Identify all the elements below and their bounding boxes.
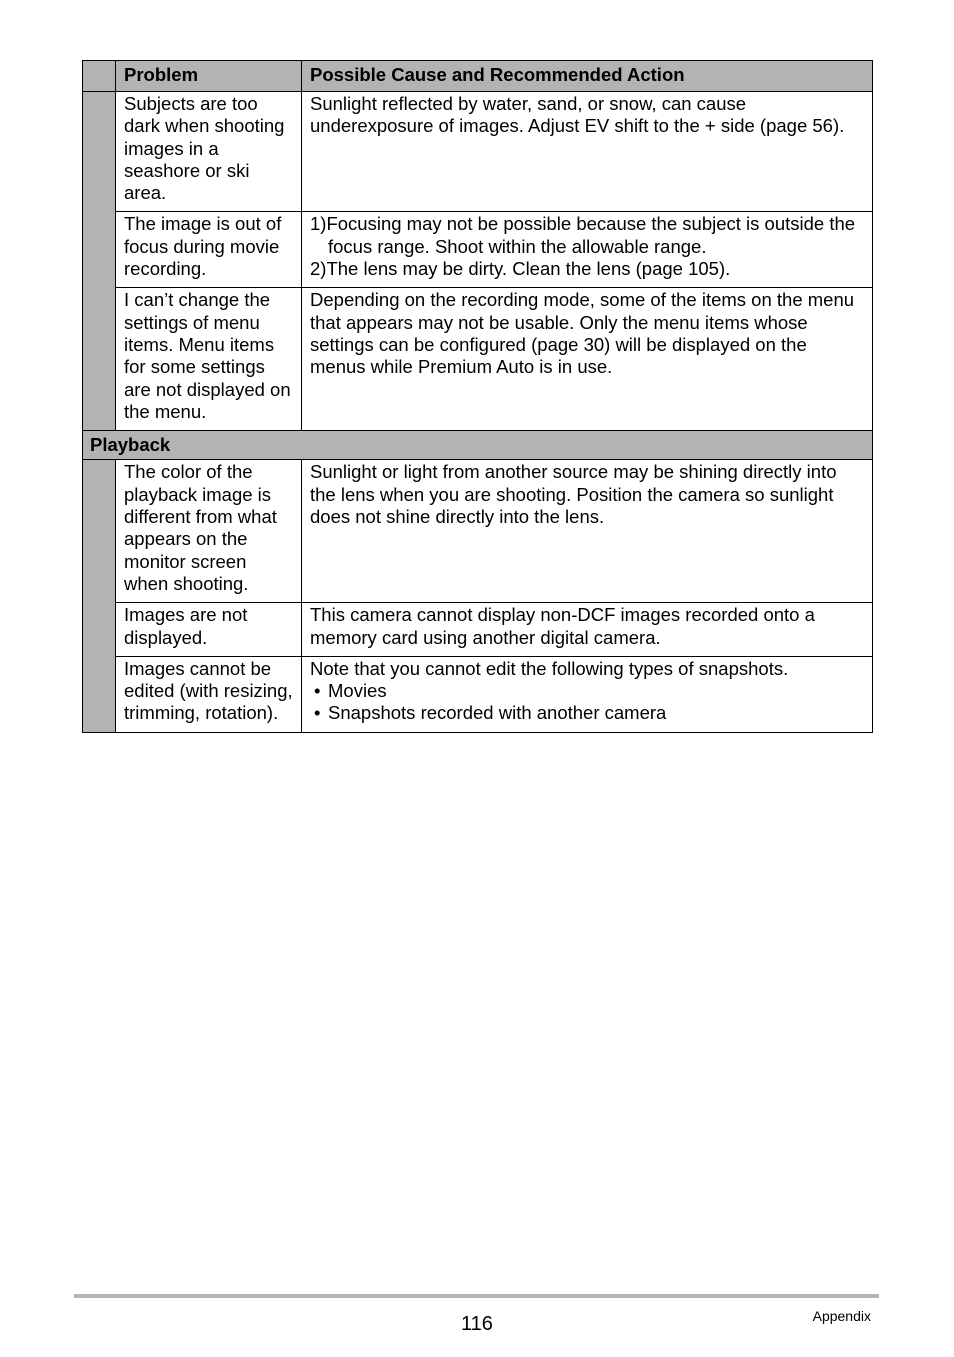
section-row-playback xyxy=(83,431,873,460)
section-title: Playback xyxy=(83,431,873,460)
cause-cell: Sunlight reflected by water, sand, or snow, can cause underexposure of images. Adjust EV shift to the + side (page 56). xyxy=(302,92,873,212)
problem-cell: The color of the playback image is different from what appears on the monitor screen when shooting. xyxy=(116,460,302,603)
cause-cell: This camera cannot display non-DCF images recorded onto a memory card using another digital camera. xyxy=(302,603,873,657)
cause-cell xyxy=(302,656,873,732)
table-row xyxy=(83,288,873,431)
problem-cell: Subjects are too dark when shooting images in a seashore or ski area. xyxy=(116,92,302,212)
problem-cell: I can’t change the settings of menu items. Menu items for some settings are not displayed on the menu. xyxy=(116,288,302,431)
table-row xyxy=(83,603,873,657)
numbered-item: 2)The lens may be dirty. Clean the lens (page 105). xyxy=(310,258,731,280)
footer-section-label: Appendix xyxy=(812,1308,871,1324)
row-group-stub xyxy=(83,92,116,431)
problem-cell: Images cannot be edited (with resizing, trimming, rotation). xyxy=(116,656,302,732)
row-group-stub xyxy=(83,460,116,732)
header-cause: Possible Cause and Recommended Action xyxy=(302,61,873,92)
cause-cell xyxy=(302,212,873,288)
cause-cell: Depending on the recording mode, some of the items on the menu that appears may not be usable. Only the menu items whose settings can be configured (page 30) will be displayed on the menus while Premium Auto is in use. xyxy=(302,288,873,431)
numbered-item: 1)Focusing may not be possible because the subject is outside the focus range. Shoot within the allowable range. xyxy=(310,213,856,257)
troubleshooting-table xyxy=(82,60,873,733)
header-problem: Problem xyxy=(116,61,302,92)
bullet-dot-icon: • xyxy=(314,702,321,724)
bullet-dot-icon: • xyxy=(314,680,321,702)
header-blank-cell xyxy=(83,61,116,92)
page-number: 116 xyxy=(461,1313,493,1335)
cause-cell: Sunlight or light from another source may be shining directly into the lens when you are shooting. Position the camera so sunlight does not shine directly into the lens. xyxy=(302,460,873,603)
bullet-item xyxy=(310,680,865,702)
footer-rule xyxy=(74,1294,879,1298)
table-header-row xyxy=(83,61,873,92)
table-row xyxy=(83,92,873,212)
bullet-text: Movies xyxy=(328,680,387,702)
problem-cell: Images are not displayed. xyxy=(116,603,302,657)
table-row xyxy=(83,212,873,288)
bullet-item xyxy=(310,702,865,724)
problem-cell: The image is out of focus during movie recording. xyxy=(116,212,302,288)
cause-text: Note that you cannot edit the following types of snapshots. xyxy=(310,657,789,679)
bullet-text: Snapshots recorded with another camera xyxy=(328,702,667,724)
table-row xyxy=(83,460,873,603)
table-row xyxy=(83,656,873,732)
